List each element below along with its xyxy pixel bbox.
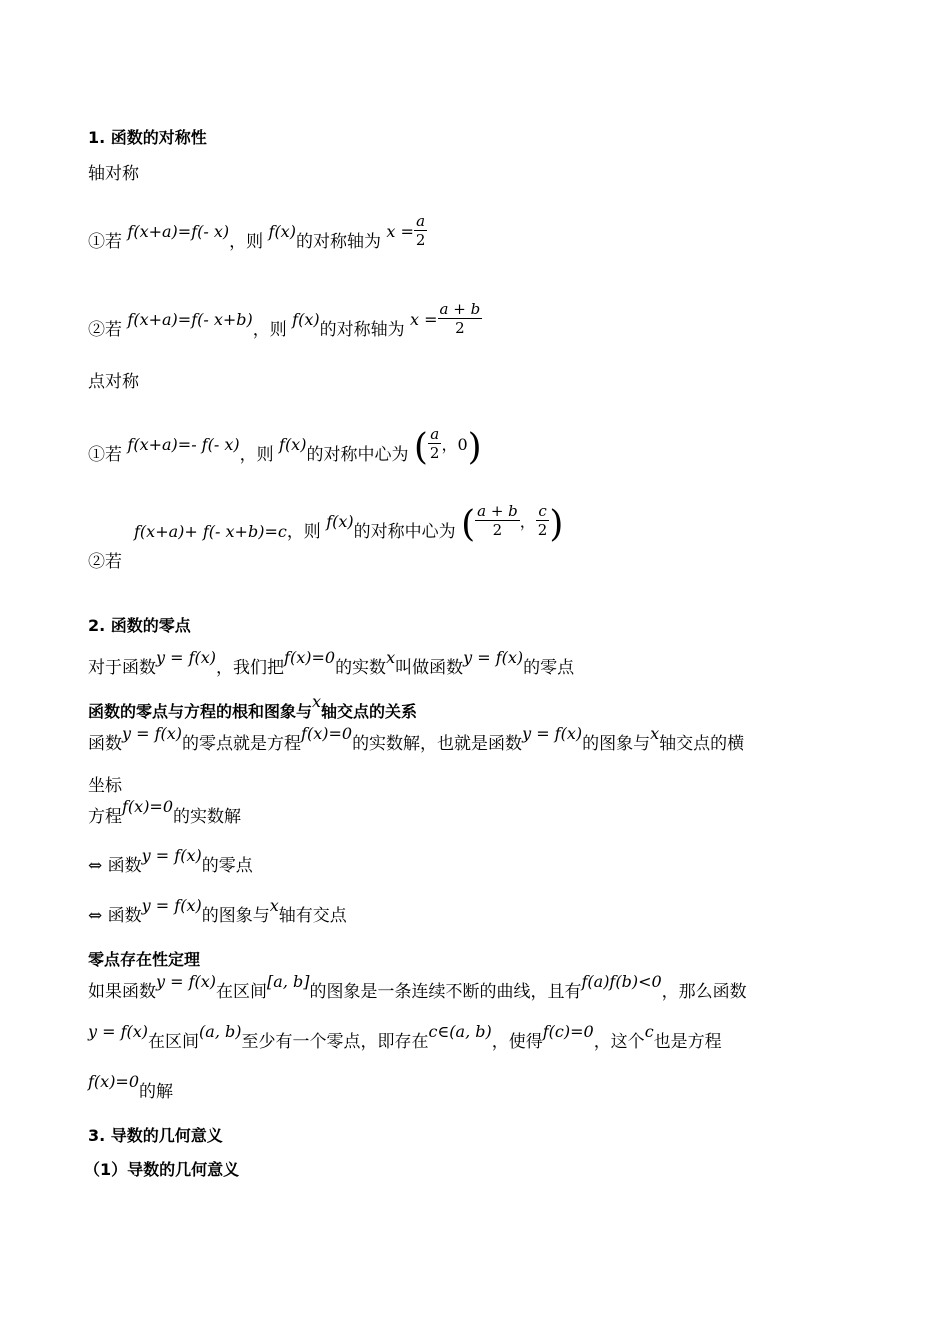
section-3-subtitle: （1）导数的几何意义 [84, 1160, 240, 1179]
theorem-line-1 [88, 972, 747, 1004]
left-paren: ( [461, 503, 476, 545]
math-separator: ，0 [441, 435, 468, 454]
text-ruo: 若 [105, 552, 122, 572]
math-closed-interval: [a, b] [267, 972, 310, 991]
section-1-title: 1. 函数的对称性 [88, 128, 207, 147]
text-then: ，则 [252, 320, 287, 340]
fraction-numerator: a [416, 212, 426, 230]
text-tail: 的对称中心为 [306, 445, 409, 465]
text-then: ，则 [229, 232, 264, 252]
math-open-interval: (a, b) [199, 1022, 242, 1041]
fraction-denominator: 2 [537, 521, 548, 539]
fraction-numerator: a + b [439, 300, 481, 318]
text: 的实数 [335, 658, 387, 678]
text: 的图象是一条连续不断的曲线，且有 [309, 982, 582, 1002]
math-product-condition: f(a)f(b)<0 [581, 972, 662, 991]
text: 的图象与 [201, 906, 270, 926]
math-condition: f(x+a)=f(- x+b) [127, 310, 253, 329]
text: ，使得 [491, 1032, 543, 1052]
math-lhs: x = [410, 310, 438, 329]
section-3-title: 3. 导数的几何意义 [88, 1126, 223, 1145]
fraction-numerator: c [538, 502, 547, 520]
math-x: x [650, 724, 660, 743]
zero-definition [88, 648, 575, 680]
math-c: c [644, 1022, 654, 1041]
text-ruo: 若 [105, 320, 122, 340]
relation-line-cont: 坐标 [88, 776, 122, 796]
circled-1: ① [88, 232, 105, 252]
axis-rule-1 [88, 212, 427, 261]
iff-arrow-icon: ⇔ [88, 856, 103, 876]
math-x: x [312, 692, 322, 711]
math-fx-eq-0: f(x)=0 [284, 648, 336, 667]
text: ，那么函数 [661, 982, 747, 1002]
text: 的零点就是方程 [182, 734, 302, 754]
text: 函数 [107, 906, 142, 926]
text: 的零点 [523, 658, 575, 678]
fraction-denominator: 2 [455, 319, 465, 337]
text-ruo: 若 [105, 232, 122, 252]
theorem-title: 零点存在性定理 [88, 950, 201, 969]
fraction-1 [475, 502, 520, 539]
text: 函数 [88, 734, 122, 754]
text: 轴交点的横 [659, 734, 745, 754]
math-fx-eq-0: f(x)=0 [301, 724, 353, 743]
math-fx: f(x) [268, 222, 296, 241]
math-c-in-interval: c∈(a, b) [428, 1022, 492, 1041]
text: 的实数解，也就是函数 [352, 734, 523, 754]
text-ruo: 若 [105, 445, 122, 465]
fraction-denominator: 2 [492, 521, 503, 539]
math-separator: ， [519, 512, 536, 531]
circled-1: ① [88, 445, 105, 465]
relation-line [88, 724, 745, 756]
section-2-title: 2. 函数的零点 [88, 616, 191, 635]
math-yfx: y = f(x) [122, 724, 183, 743]
text: 至少有一个零点，即存在 [241, 1032, 429, 1052]
circled-2: ② [88, 320, 105, 340]
text: 函数的零点与方程的根和图象与 [88, 702, 313, 721]
text-tail: 的对称轴为 [319, 320, 405, 340]
equivalence-3 [88, 896, 347, 928]
theorem-line-3 [88, 1072, 174, 1104]
math-condition: f(x+a)=- f(- x) [127, 435, 240, 454]
theorem-line-2 [88, 1022, 722, 1054]
math-fx: f(x) [326, 512, 354, 531]
math-yfx: y = f(x) [141, 846, 202, 865]
fraction-2 [536, 502, 550, 539]
text: 也是方程 [653, 1032, 722, 1052]
right-paren: ) [467, 426, 482, 468]
math-x: x [386, 648, 396, 667]
text-then: ，则 [239, 445, 274, 465]
equivalence-2 [88, 846, 253, 878]
fraction-denominator: 2 [429, 444, 440, 462]
text: 函数 [107, 856, 142, 876]
text: 轴有交点 [278, 906, 347, 926]
math-fc-eq-0: f(c)=0 [542, 1022, 594, 1041]
math-yfx: y = f(x) [156, 972, 217, 991]
text: 对于函数 [88, 658, 156, 678]
text: 在区间 [148, 1032, 200, 1052]
text: 如果函数 [88, 982, 156, 1002]
right-paren: ) [549, 503, 564, 545]
text: 在区间 [216, 982, 268, 1002]
equivalence-1 [88, 797, 242, 829]
text: 叫做函数 [395, 658, 464, 678]
fraction-numerator: a [430, 425, 440, 443]
text: 的解 [139, 1082, 174, 1102]
text: 的实数解 [173, 807, 242, 827]
text: 方程 [88, 807, 122, 827]
fraction-denominator: 2 [415, 231, 426, 249]
math-yfx: y = f(x) [156, 648, 217, 667]
fraction [438, 300, 483, 337]
point-rule-1 [88, 425, 482, 474]
math-fx: f(x) [279, 435, 307, 454]
fraction-numerator: a + b [477, 502, 518, 520]
math-condition: f(x+a)=f(- x) [127, 222, 230, 241]
math-x: x [269, 896, 279, 915]
text: 轴交点的关系 [321, 702, 418, 721]
text-then: ，则 [286, 522, 321, 542]
axis-rule-2 [88, 300, 482, 349]
point-rule-2-formula [134, 502, 564, 551]
math-yfx: y = f(x) [141, 896, 202, 915]
relation-title [88, 692, 418, 724]
text: ，我们把 [216, 658, 285, 678]
iff-arrow-icon: ⇔ [88, 906, 103, 926]
math-yfx: y = f(x) [522, 724, 583, 743]
fraction [428, 425, 442, 462]
math-fx: f(x) [292, 310, 320, 329]
math-fx-eq-0: f(x)=0 [122, 797, 174, 816]
math-yfx: y = f(x) [463, 648, 524, 667]
text: 的图象与 [582, 734, 651, 754]
axis-symmetry-heading: 轴对称 [88, 164, 139, 184]
point-rule-2-mark [88, 550, 122, 574]
text: ，这个 [593, 1032, 645, 1052]
text-tail: 的对称轴为 [295, 232, 381, 252]
left-paren: ( [413, 426, 428, 468]
fraction [414, 212, 428, 249]
text-tail: 的对称中心为 [353, 522, 456, 542]
math-fx-eq-0: f(x)=0 [88, 1072, 140, 1091]
math-yfx: y = f(x) [88, 1022, 149, 1041]
math-condition: f(x+a)+ f(- x+b)=c [134, 522, 287, 541]
point-symmetry-heading: 点对称 [88, 372, 139, 392]
circled-2: ② [88, 552, 105, 572]
text: 的零点 [201, 856, 253, 876]
math-lhs: x = [386, 222, 414, 241]
